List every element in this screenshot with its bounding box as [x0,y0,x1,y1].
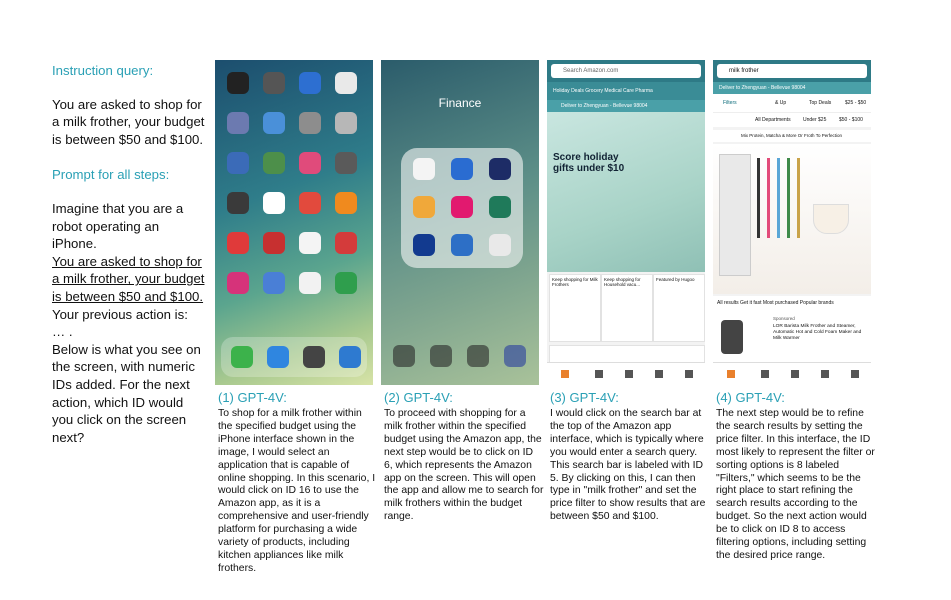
home-icon[interactable] [727,370,735,378]
app-icon [227,112,249,134]
prompt-column [52,62,207,446]
app-icon [413,158,435,180]
card-featured[interactable] [653,274,705,342]
amazon-app-icon [413,196,435,218]
caption-step-2 [384,390,544,524]
caption-body: To proceed with shopping for a milk frother within the specified budget using the Amazon app, the next step would be to click on ID 6, which represents the Amazon app on the screen. This will open the app and allow me to search for milk frothers within the budget range. [384,408,544,523]
instruction-text: You are asked to shop for a milk frother, your budget is between $50 and $100. [52,96,205,147]
app-icon [335,152,357,174]
caption-title: (4) GPT-4V: [716,390,785,405]
dock [393,345,527,371]
app-icon [263,72,285,94]
product-box [719,154,751,276]
user-icon[interactable] [625,370,633,378]
caption-title: (2) GPT-4V: [384,390,453,405]
home-icon[interactable] [561,370,569,378]
screenshot-finance-folder [381,60,539,385]
menu-icon[interactable] [851,370,859,378]
search-bar[interactable]: Search Amazon.com [551,64,701,78]
spark-icon[interactable] [761,370,769,378]
banner-title: Score holiday gifts under $10 [553,152,625,174]
price-25-50[interactable]: $25 - $50 [845,100,867,106]
app-icon [227,272,249,294]
caption-step-4 [716,390,876,563]
paypal-icon [413,234,435,256]
app-icon [263,232,285,254]
filter-row [713,94,871,112]
app-icon [393,345,415,367]
files-icon [339,346,361,368]
caption-title: (1) GPT-4V: [218,390,287,405]
folder-title: Finance [438,96,482,110]
app-icon [227,232,249,254]
camera-icon [303,346,325,368]
prompt-ellipsis: … . [52,324,73,340]
phone-icon [231,346,253,368]
bottom-nav [713,362,871,385]
promo-line: Mix Protein, Matcha & More Or Froth To Perfection [713,130,871,142]
prompt-heading: Prompt for all steps: [52,167,170,183]
user-icon[interactable] [791,370,799,378]
caption-step-3 [550,390,710,524]
prompt-underlined: You are asked to shop for a milk frother, your budget is between $50 and $100. [52,253,205,304]
search-bar[interactable]: milk frother [717,64,867,78]
app-icon [335,112,357,134]
all-departments[interactable]: All Departments [755,117,791,123]
frother [787,158,790,238]
app-icon [335,272,357,294]
card-title: Keep shopping for Milk Frothers [552,277,598,287]
sponsored-result[interactable] [713,310,871,362]
app-icon [263,272,285,294]
promo-banner[interactable] [713,144,871,294]
frother [797,158,800,238]
bottom-nav [547,362,705,385]
caption-body: To shop for a milk frother within the specified budget using the iPhone interface shown in the image, I would select an application that is capable of online shopping. In this scenario, I would click on ID 16 to use the Amazon app, as it is a comprehensive and user-friendly platform for purchasing a wide variety of products, including kitchen appliances like milk frothers. [218,408,376,574]
holiday-banner[interactable] [547,112,705,272]
top-deals-filter[interactable]: Top Deals [809,100,832,106]
result-tabs[interactable]: All results Get it fast Most purchased Popular brands [713,296,871,311]
app-icon [227,192,249,214]
dock [221,337,367,377]
frother [767,158,770,238]
amex-icon [451,234,473,256]
app-icon [299,72,321,94]
filters-button[interactable]: Filters [723,100,737,106]
caption-title: (3) GPT-4V: [550,390,619,405]
app-icon [489,196,511,218]
app-icon [467,345,489,367]
app-icon [430,345,452,367]
price-50-100[interactable]: $50 - $100 [839,117,863,123]
screenshot-amazon-home [547,60,705,385]
amazon-top-bar [547,60,705,82]
category-strip[interactable]: Holiday Deals Grocery Medical Care Pharma [547,82,705,100]
frother [777,158,780,238]
app-icon [263,152,285,174]
app-icon [335,192,357,214]
rating-filter[interactable]: & Up [775,100,787,106]
app-icon [227,152,249,174]
app-icon [504,345,526,367]
spark-icon[interactable] [595,370,603,378]
deliver-to[interactable]: Deliver to Zhengyuan - Bellevue 98004 [547,100,705,112]
app-icon [451,196,473,218]
app-icon [263,192,285,214]
app-icon [451,158,473,180]
safari-icon [267,346,289,368]
caption-body: I would click on the search bar at the top of the Amazon app interface, which is typically where you would enter a search query. This search bar is labeled with ID 5. By clicking on this, I can then type in "milk frother" and set the price filter to show results that are between $50 and $100. [550,408,706,523]
caption-step-1 [218,390,378,576]
app-icon [227,72,249,94]
under-25[interactable]: Under $25 [803,117,827,123]
app-icon [299,112,321,134]
prompt-rest: Below is what you see on the screen, with numeric IDs added. For the next action, which ID would you click on the screen next? [52,341,201,445]
app-icon [489,158,511,180]
product-image [721,320,743,354]
card-milk-frothers[interactable] [549,274,601,342]
screenshot-search-results [713,60,871,385]
dept-row [713,112,871,127]
caption-body: The next step would be to refine the search results by setting the price filter. In this interface, the ID most likely to represent the filter or sorting options is 8 labeled "Filters," which seems to be the right place to start refining the search results according to the budget. So the next action would be to click on ID 8 to access filtering options, including setting the desired price range. [716,408,875,561]
card-household-vacuum[interactable] [601,274,653,342]
card-title: Keep shopping for Household vacu... [604,277,641,287]
app-icon [299,232,321,254]
app-icon [299,192,321,214]
app-icon [335,232,357,254]
app-icon [489,234,511,256]
screenshot-home-screen [215,60,373,385]
product-title: LOR Barista Milk Frother and Steamer, Automatic Hot and Cold Foam Maker and Milk Warmer [773,324,862,341]
prompt-previous-action: Your previous action is: [52,306,188,322]
prompt-intro: Imagine that you are a robot operating an iPhone. [52,200,184,252]
instruction-heading: Instruction query: [52,63,154,78]
card-title: Featured by Hugoo [656,277,695,282]
cart-icon[interactable] [655,370,663,378]
sponsored-label: Sponsored [773,316,795,321]
app-icon [299,152,321,174]
app-icon [263,112,285,134]
cart-icon[interactable] [821,370,829,378]
app-icon [299,272,321,294]
deliver-to[interactable]: Deliver to Zhengyuan - Bellevue 98004 [713,82,871,94]
amazon-top-bar [713,60,871,82]
finance-folder [401,148,523,268]
coffee-cup [813,204,849,234]
app-icon [335,72,357,94]
menu-icon[interactable] [685,370,693,378]
frother [757,158,760,238]
